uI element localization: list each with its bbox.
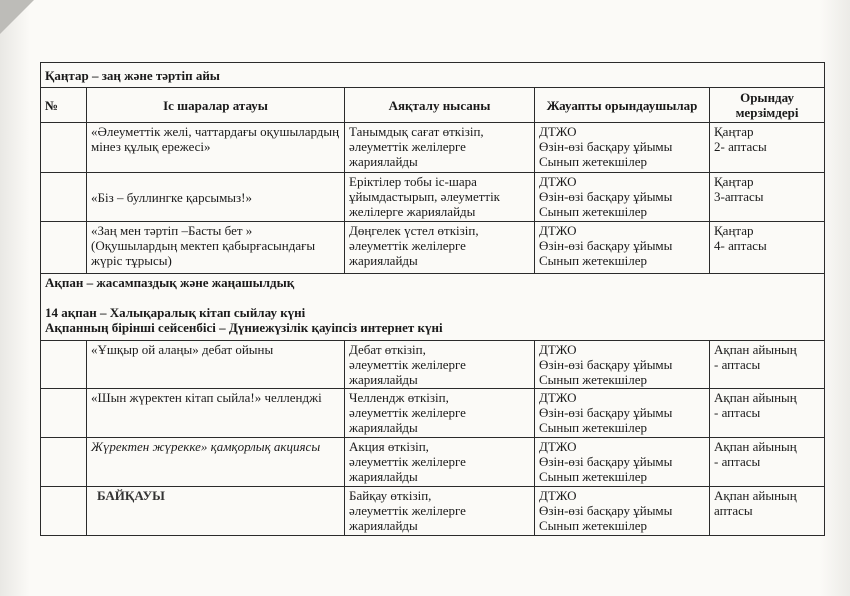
responsible-cell: ДТЖО Өзін-өзі басқару ұйымы Сынып жетекшілер	[535, 487, 710, 536]
form-cell: Танымдық сағат өткізіп, әлеуметтік желілерге жариялайды	[345, 123, 535, 173]
table-row	[41, 438, 825, 487]
month-section-february	[41, 274, 825, 341]
event-cell: «Әлеуметтік желі, чаттардағы оқушылардың мінез құлық ережесі»	[87, 123, 345, 173]
header-row	[41, 88, 825, 123]
form-cell: Байқау өткізіп, әлеуметтік желілерге жариялайды	[345, 487, 535, 536]
page-corner-fold	[0, 0, 34, 34]
responsible-cell: ДТЖО Өзін-өзі басқару ұйымы Сынып жетекшілер	[535, 438, 710, 487]
responsible-cell: ДТЖО Өзін-өзі басқару ұйымы Сынып жетекшілер	[535, 123, 710, 173]
row-num	[41, 173, 87, 222]
form-cell: Дебат өткізіп, әлеуметтік желілерге жариялайды	[345, 341, 535, 389]
month-row-february	[41, 274, 825, 341]
table-row	[41, 389, 825, 438]
header-deadline: Орындау мерзімдері	[710, 88, 825, 123]
responsible-cell: ДТЖО Өзін-өзі басқару ұйымы Сынып жетекшілер	[535, 389, 710, 438]
event-cell: «Шын жүректен кітап сыйла!» челленджі	[87, 389, 345, 438]
event-cell: БАЙҚАУЫ	[87, 487, 345, 536]
form-cell: Дөңгелек үстел өткізіп, әлеуметтік желілерге жариялайды	[345, 222, 535, 274]
row-num	[41, 389, 87, 438]
form-cell: Акция өткізіп, әлеуметтік желілерге жариялайды	[345, 438, 535, 487]
table-row	[41, 487, 825, 536]
table-row	[41, 222, 825, 274]
month-row-january	[41, 63, 825, 88]
month-title-january: Қаңтар – заң және тәртіп айы	[41, 63, 825, 88]
header-event: Іс шаралар атауы	[87, 88, 345, 123]
february-note-internet-day: Ақпанның бірінші сейсенбісі – Дүниежүзілік қауіпсіз интернет күні	[45, 320, 443, 335]
event-cell: «Ұшқыр ой алаңы» дебат ойыны	[87, 341, 345, 389]
month-title-february: Ақпан – жасампаздық және жаңашылдық	[45, 275, 295, 290]
header-form: Аяқталу нысаны	[345, 88, 535, 123]
table-row	[41, 123, 825, 173]
form-cell: Челлендж өткізіп, әлеуметтік желілерге жариялайды	[345, 389, 535, 438]
table-row	[41, 341, 825, 389]
row-num	[41, 487, 87, 536]
row-num	[41, 438, 87, 487]
plan-table	[40, 62, 825, 536]
deadline-cell: Қаңтар 4- аптасы	[710, 222, 825, 274]
form-cell: Еріктілер тобы іс-шара ұйымдастырып, әлеуметтік желілерге жариялайды	[345, 173, 535, 222]
responsible-cell: ДТЖО Өзін-өзі басқару ұйымы Сынып жетекшілер	[535, 173, 710, 222]
event-cell: «Біз – буллингке қарсымыз!»	[87, 173, 345, 222]
event-cell: «Заң мен тәртіп –Басты бет » (Оқушылардың мектеп қабырғасындағы жүріс тұрысы)	[87, 222, 345, 274]
deadline-cell: Ақпан айының - аптасы	[710, 341, 825, 389]
deadline-cell: Қаңтар 2- аптасы	[710, 123, 825, 173]
row-num	[41, 123, 87, 173]
deadline-cell: Ақпан айының - аптасы	[710, 438, 825, 487]
responsible-cell: ДТЖО Өзін-өзі басқару ұйымы Сынып жетекшілер	[535, 222, 710, 274]
deadline-cell: Ақпан айының - аптасы	[710, 389, 825, 438]
header-num: №	[41, 88, 87, 123]
row-num	[41, 222, 87, 274]
row-num	[41, 341, 87, 389]
responsible-cell: ДТЖО Өзін-өзі басқару ұйымы Сынып жетекшілер	[535, 341, 710, 389]
header-responsible: Жауапты орындаушылар	[535, 88, 710, 123]
deadline-cell: Қаңтар 3-аптасы	[710, 173, 825, 222]
february-note-book-day: 14 ақпан – Халықаралық кітап сыйлау күні	[45, 305, 306, 320]
event-cell: Жүректен жүрекке» қамқорлық акциясы	[87, 438, 345, 487]
deadline-cell: Ақпан айының аптасы	[710, 487, 825, 536]
table-row	[41, 173, 825, 222]
